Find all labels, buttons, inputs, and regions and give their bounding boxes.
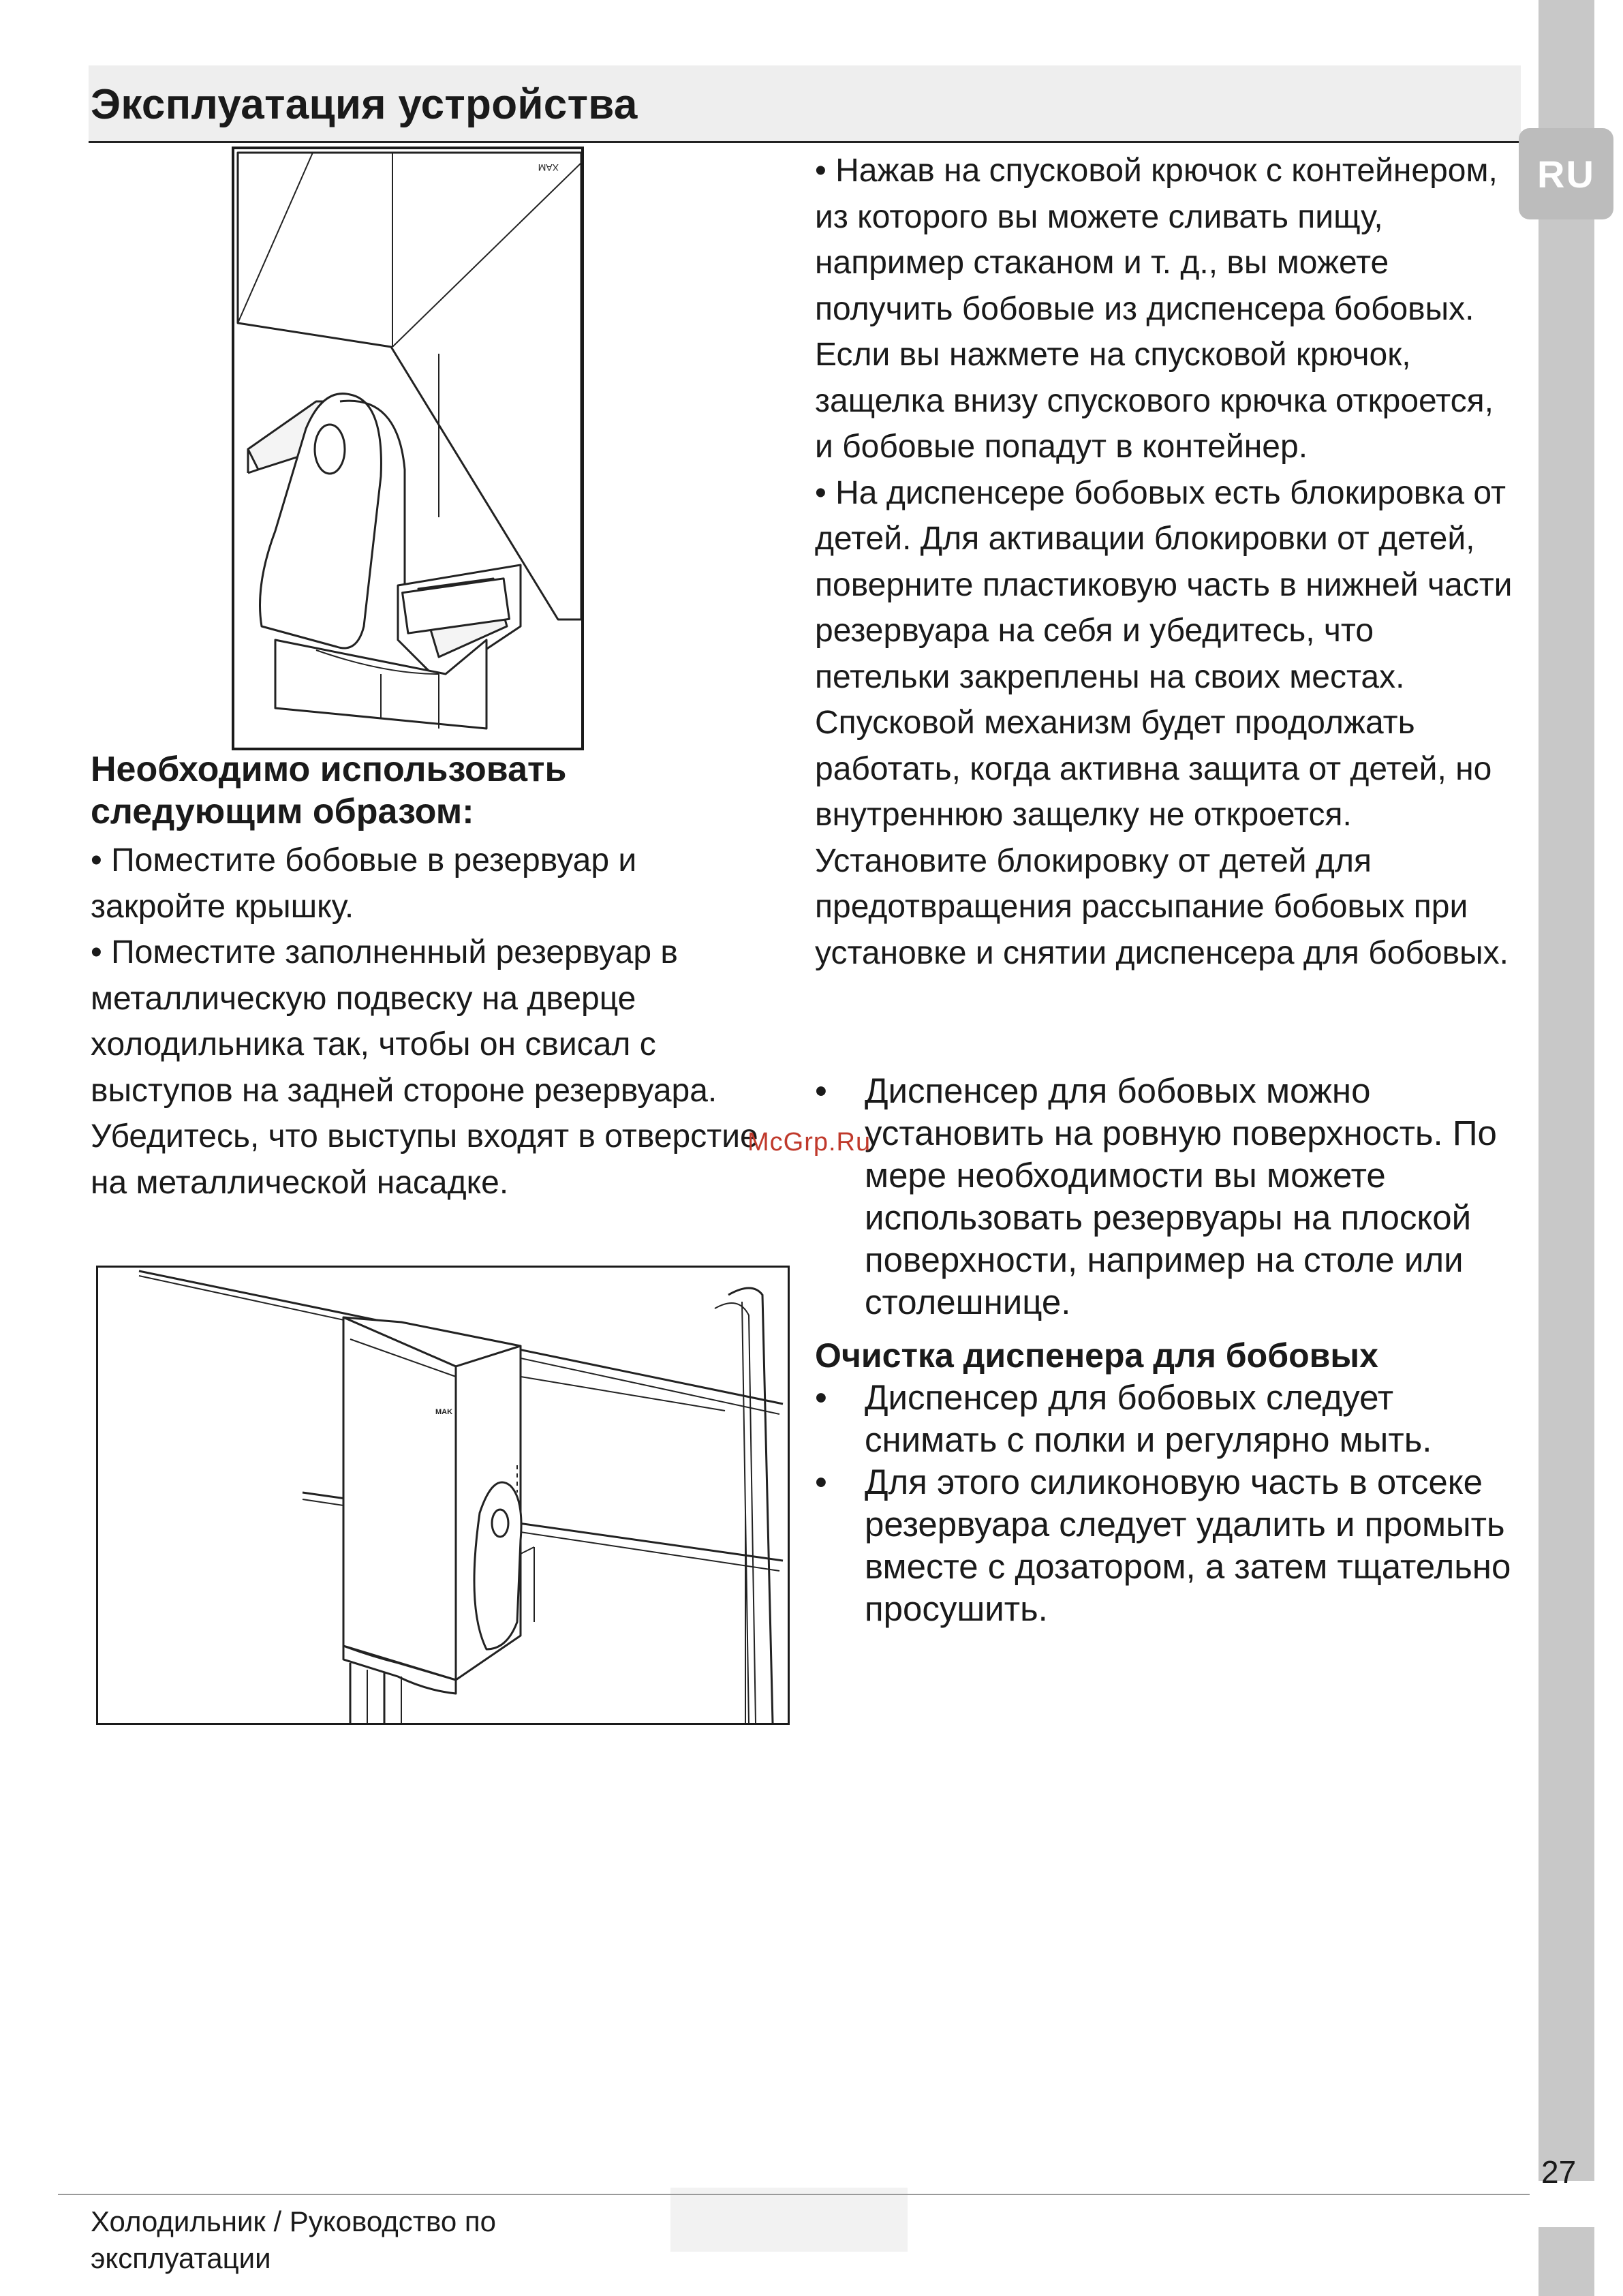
bullet-text: Для этого силиконовую часть в отсеке резервуара следует удалить и промыть вместе с дозатором, а затем тщательно просушить.	[865, 1463, 1511, 1628]
brand-mark-1: XAM	[538, 162, 559, 173]
footer-center-box	[670, 2188, 908, 2252]
operation-note: • На диспенсере бобовых есть блокировка от детей. Для активации блокировки от детей, поверните пластиковую часть в нижней части резервуара на себя и убедитесь, что петельки закреплены на своих местах. Спусковой механизм будет продолжать работать, когда активна защита от детей, но внутреннюю защелку не откроется. Установите блокировку от детей для предотвращения рассыпание бобовых при установке и снятии диспенсера для бобовых.	[815, 474, 1513, 971]
usage-step: • Поместите заполненный резервуар в металлическую подвеску на дверце холодильника так, чтобы он свисал с выступов на задней стороне резервуара. Убедитесь, что выступы входят в отверстие на металлической насадке.	[91, 934, 758, 1201]
bullet-marker: •	[815, 1071, 827, 1110]
cleaning-bullets	[815, 1377, 1530, 1630]
watermark: McGrp.Ru	[747, 1128, 871, 1157]
header-rule	[89, 141, 1521, 143]
page-number: 27	[1541, 2154, 1577, 2190]
placement-bullets	[815, 1070, 1530, 1323]
bullet-text: Диспенсер для бобовых можно установить на ровную поверхность. По мере необходимости вы можете использовать резервуары на плоской поверхности, например на столе или столешнице.	[865, 1071, 1497, 1321]
cleaning-heading: Очистка диспенера для бобовых	[815, 1336, 1378, 1375]
list-item	[815, 1070, 1530, 1323]
list-item	[815, 1461, 1530, 1630]
footer-text: Холодильник / Руководство по эксплуатации	[91, 2205, 496, 2274]
side-strip-bottom	[1539, 2227, 1594, 2296]
bullet-marker: •	[815, 1378, 827, 1417]
figure-dispenser-closeup	[232, 147, 584, 750]
operation-note: • Нажав на спусковой крючок с контейнером, из которого вы можете сливать пищу, например стаканом и т. д., вы можете получить бобовые из диспенсера бобовых. Если вы нажмете на спусковой крючок, защелка внизу спускового крючка откроется, и бобовые попадут в контейнер.	[815, 153, 1498, 465]
page-title: Эксплуатация устройства	[91, 81, 638, 128]
bullet-text: Диспенсер для бобовых следует снимать с полки и регулярно мыть.	[865, 1378, 1432, 1459]
bullet-marker: •	[815, 1463, 827, 1501]
usage-steps	[91, 838, 779, 1206]
brand-mark-2: MAK	[435, 1408, 453, 1416]
usage-heading: Необходимо использовать следующим образом:	[91, 750, 567, 831]
language-tab: RU	[1519, 128, 1613, 219]
dispenser-on-door-illustration	[98, 1268, 788, 1723]
operation-notes	[815, 148, 1517, 976]
side-strip	[1539, 0, 1594, 2181]
usage-step: • Поместите бобовые в резервуар и закройте крышку.	[91, 842, 637, 925]
list-item	[815, 1377, 1530, 1461]
figure-dispenser-on-door	[96, 1266, 790, 1725]
footer-rule	[58, 2194, 1530, 2195]
dispenser-closeup-illustration	[234, 149, 581, 748]
